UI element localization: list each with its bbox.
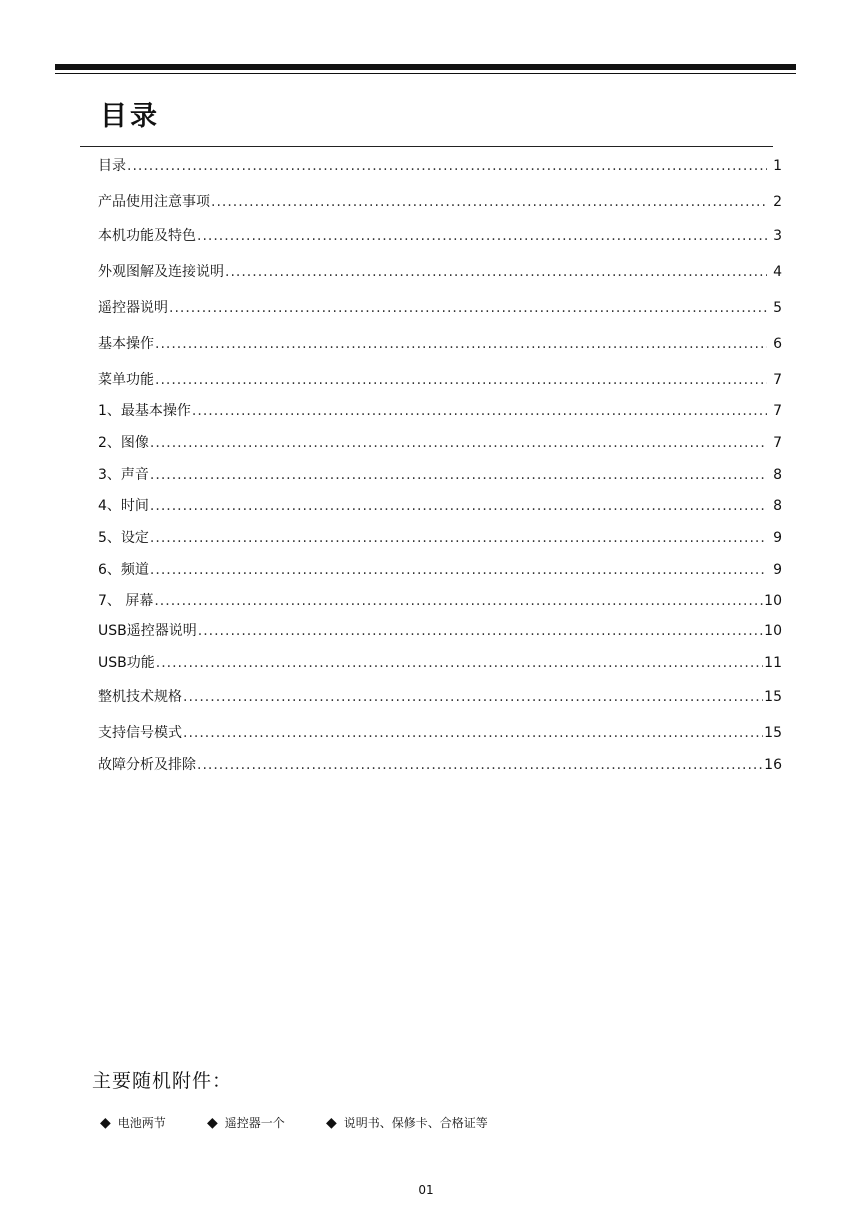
toc-entry-label: 支持信号模式 <box>98 725 182 741</box>
toc-entry[interactable] <box>98 225 782 247</box>
toc-leader-dots <box>150 432 767 454</box>
toc-entry[interactable] <box>98 464 782 486</box>
toc-entry-label: 2、图像 <box>98 435 149 451</box>
toc-entry[interactable] <box>98 559 782 581</box>
toc-leader-dots <box>198 620 763 642</box>
toc-entry-page: 2 <box>773 194 782 210</box>
toc-entry-label: 产品使用注意事项 <box>98 194 210 210</box>
toc-entry[interactable] <box>98 432 782 454</box>
toc-entry[interactable] <box>98 261 782 283</box>
toc-entry[interactable] <box>98 495 782 517</box>
toc-entry-page: 10 <box>764 593 782 609</box>
toc-entry-label: 5、设定 <box>98 530 149 546</box>
toc-entry[interactable] <box>98 722 782 744</box>
toc-entry-page: 4 <box>773 264 782 280</box>
toc-leader-dots <box>197 225 767 247</box>
toc-leader-dots <box>150 464 767 486</box>
toc-leader-dots <box>154 590 763 612</box>
toc-entry-page: 16 <box>764 757 782 773</box>
header-rule-thin <box>55 73 796 74</box>
toc-entry[interactable] <box>98 400 782 422</box>
toc-entry[interactable] <box>98 297 782 319</box>
accessory-item-label: 遥控器一个 <box>224 1116 285 1130</box>
toc-entry-label: 菜单功能 <box>98 372 154 388</box>
page-title: 目录 <box>100 101 160 132</box>
diamond-bullet-icon: ◆ <box>326 1114 337 1131</box>
accessory-item <box>207 1114 285 1131</box>
toc-entry-page: 8 <box>773 498 782 514</box>
toc-entry-page: 9 <box>773 530 782 546</box>
page-number: 01 <box>418 1183 434 1197</box>
toc-leader-dots <box>150 559 767 581</box>
toc-entry-page: 15 <box>764 725 782 741</box>
toc-entry-page: 1 <box>773 158 782 174</box>
toc-entry-page: 11 <box>764 655 782 671</box>
toc-leader-dots <box>183 686 763 708</box>
diamond-bullet-icon: ◆ <box>100 1114 111 1131</box>
toc-entry-page: 10 <box>764 623 782 639</box>
toc-entry[interactable] <box>98 590 782 612</box>
toc-entry-label: 6、频道 <box>98 562 149 578</box>
toc-entry-page: 8 <box>773 467 782 483</box>
toc-entry-page: 5 <box>773 300 782 316</box>
toc-leader-dots <box>225 261 767 283</box>
toc-leader-dots <box>211 191 767 213</box>
accessory-item-label: 电池两节 <box>117 1116 166 1130</box>
toc-entry-label: 4、时间 <box>98 498 149 514</box>
toc-entry-label: 本机功能及特色 <box>98 228 196 244</box>
toc-entry-label: 整机技术规格 <box>98 689 182 705</box>
toc-entry-page: 3 <box>773 228 782 244</box>
diamond-bullet-icon: ◆ <box>207 1114 218 1131</box>
toc-entry-label: 基本操作 <box>98 336 154 352</box>
accessory-item <box>326 1114 488 1131</box>
toc-entry-label: 外观图解及连接说明 <box>98 264 224 280</box>
toc-leader-dots <box>197 754 763 776</box>
toc-entry[interactable] <box>98 754 782 776</box>
toc-leader-dots <box>183 722 763 744</box>
toc-entry-label: 遥控器说明 <box>98 300 168 316</box>
title-underline <box>80 146 773 147</box>
toc-entry-label: 7、 屏幕 <box>98 593 154 609</box>
header-rule-thick <box>55 64 796 70</box>
toc-entry-page: 9 <box>773 562 782 578</box>
toc-entry-label: 故障分析及排除 <box>98 757 196 773</box>
toc-entry[interactable] <box>98 333 782 355</box>
toc-leader-dots <box>127 155 767 177</box>
toc-entry[interactable] <box>98 527 782 549</box>
toc-entry[interactable] <box>98 620 782 642</box>
toc-leader-dots <box>150 495 767 517</box>
toc-leader-dots <box>169 297 767 319</box>
accessory-item-label: 说明书、保修卡、合格证等 <box>343 1116 488 1130</box>
toc-entry-page: 6 <box>773 336 782 352</box>
toc-entry[interactable] <box>98 686 782 708</box>
toc-leader-dots <box>156 652 763 674</box>
toc-entry-label: 目录 <box>98 158 126 174</box>
accessory-item <box>100 1114 166 1131</box>
toc-entry[interactable] <box>98 191 782 213</box>
toc-entry[interactable] <box>98 652 782 674</box>
toc-entry[interactable] <box>98 369 782 391</box>
toc-entry[interactable] <box>98 155 782 177</box>
toc-entry-page: 15 <box>764 689 782 705</box>
toc-entry-label: USB功能 <box>98 655 155 671</box>
toc-leader-dots <box>150 527 767 549</box>
toc-entry-label: USB遥控器说明 <box>98 623 197 639</box>
toc-entry-page: 7 <box>773 435 782 451</box>
toc-entry-page: 7 <box>773 372 782 388</box>
toc-leader-dots <box>155 369 767 391</box>
toc-leader-dots <box>192 400 767 422</box>
toc-leader-dots <box>155 333 767 355</box>
toc-entry-label: 3、声音 <box>98 467 149 483</box>
toc-entry-label: 1、最基本操作 <box>98 403 191 419</box>
accessories-title: 主要随机附件： <box>92 1070 233 1092</box>
toc-entry-page: 7 <box>773 403 782 419</box>
